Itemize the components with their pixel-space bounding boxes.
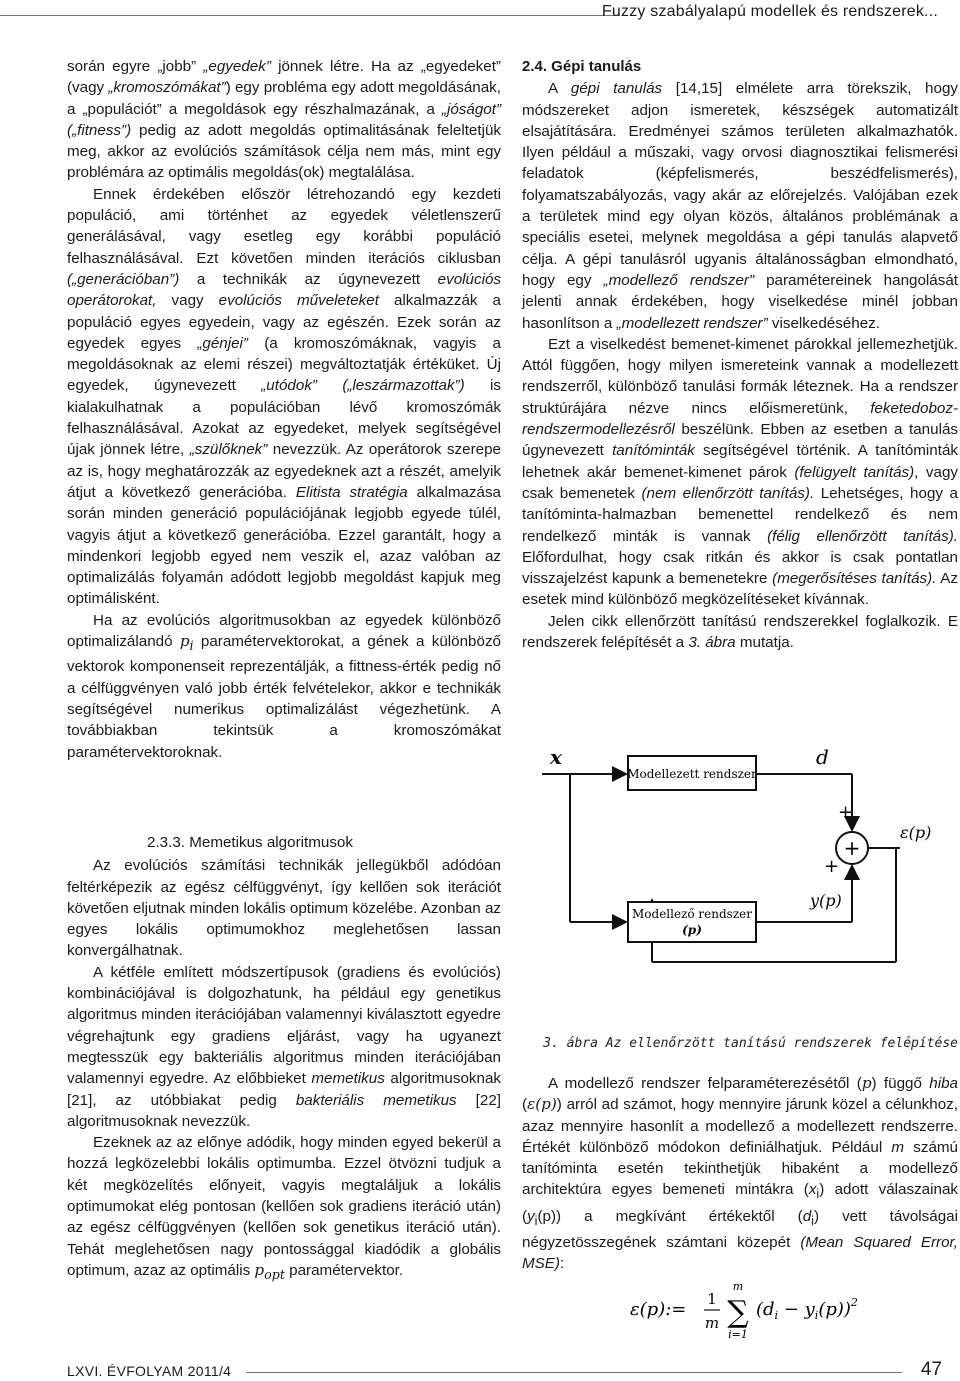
paragraph: [522, 78, 958, 334]
text-run: A modellező rendszer felparaméterezésétől (: [548, 1075, 862, 1092]
paragraph: [522, 334, 958, 611]
text-run: Előfordulhat, hogy csak ritkán és akkor is csak pontatlan visszajelzést kapunk a bemenetekre: [522, 548, 958, 588]
section-heading: 2.4. Gépi tanulás: [522, 58, 642, 75]
italic-term: (félig ellenőrzött tanítás).: [767, 527, 958, 545]
italic-term: „jóságot” („fitness”): [67, 100, 501, 139]
formula-denominator: m: [704, 1314, 720, 1332]
paragraph: [67, 184, 501, 610]
text-run: paramétervektorokat, a gének a különböző vektorok komponenseit reprezentálják, a fittness-érték pedig nő a célfüggvényen való jobb érték felvételekor, akkor e technikák segítségével numerikus optimalizálást végezhetünk. A továbbiakban tekintsük a kromoszómákat paramétervektoroknak.: [67, 633, 501, 761]
italic-term: gépi tanulás: [570, 80, 663, 98]
text-run: Az esetek mind különböző megközelítéseket kívánnak.: [522, 570, 958, 609]
text-run: A: [548, 80, 571, 98]
text-run: paramétereinek hangolását jelenti annak érdekében, hogy viselkedése minél jobban hasonlítson a: [522, 271, 959, 332]
text-run: beszélünk. Ebben az esetben a tanulás úgynevezett: [522, 421, 958, 460]
math-symbol: y: [527, 1207, 535, 1225]
error-label: ε(p): [900, 823, 932, 842]
text-run: A kétféle említett módszertípusok (gradiens és evolúciós) kombinációjával is dolgozhatunk, ha például egy genetikus algoritmus minden iterációjában valamennyi kiválasztott egyedre végrehajtunk egy gradiens eljárást, vagy ha ugyanezt megtesszük egy bakteriális algoritmus minden iterációjában valamennyi egyedre. Az előbbieket: [67, 963, 501, 1088]
italic-term: „egyedek”: [203, 58, 271, 75]
running-head: [0, 0, 960, 36]
paragraph: [67, 56, 501, 184]
text-run: paramétervektor.: [284, 1261, 404, 1279]
paragraph: Az evolúciós számítási technikák jellegükből adódóan feltérképezik az egész célfüggvényt, így kellően sok iterációt követően eljutnak minden lokális optimum közelébe. Azonban az egyes lokális optimumokhoz meglehetősen lassan konvergálhatnak.: [67, 857, 501, 960]
math-symbol: p: [179, 632, 190, 651]
math-subscript: i: [189, 638, 194, 654]
text-run: Ennek érdekében először létrehozandó egy kezdeti populáció, ami történhet az egyedek véletlenszerű generálásával, vagy esetleg egy korábbi populáció felhasználásával. Ezt követően minden iterációs ciklusban: [67, 185, 501, 267]
modelled-system-label: Modellezett rendszer: [627, 767, 757, 781]
running-head-title: Fuzzy szabályalapú modellek és rendszerek...: [601, 3, 938, 20]
formula-body: $(d_i - y_i(p))^2$: [756, 1296, 858, 1322]
italic-term: memetikus: [311, 1070, 385, 1088]
figure-reference: 3. ábra: [688, 634, 736, 652]
italic-term: evolúciós műveleteket: [218, 292, 379, 310]
text-run: , vagy csak bemenetek: [522, 463, 958, 502]
input-label-x: x: [550, 745, 562, 769]
math-symbol: p: [861, 1074, 872, 1092]
modelling-system-param: (p): [682, 923, 702, 937]
sum-sign: ∑: [727, 1295, 749, 1330]
section-heading: 2.3.3. Memetikus algoritmusok: [147, 834, 353, 851]
italic-term: feketedoboz-rendszermodellezésről: [522, 399, 958, 439]
text-run: segítségével történik. A tanítóminták lehetnek akár bemenet-kimenet párok: [522, 442, 958, 481]
italic-term: bakteriális memetikus: [295, 1091, 457, 1109]
page-number: 47: [920, 1359, 942, 1380]
text-run: vagy: [156, 292, 219, 310]
figure-caption: 3. ábra Az ellenőrzött tanítású rendszerek felépítése: [543, 1036, 958, 1051]
text-run: ) függő: [871, 1075, 930, 1092]
text-run: Ha az evolúciós algoritmusokban az egyedek különböző optimalizálandó: [67, 611, 501, 651]
italic-term: evolúciós operátorokat,: [67, 270, 501, 310]
text-run: számú tanítóminta esetén tekinthetjük hibaként a modellező architektúra egyes bemeneti mintákra (: [522, 1138, 958, 1199]
math-subscript: opt: [264, 1266, 285, 1282]
formula-numerator: 1: [707, 1290, 717, 1308]
italic-term: hiba: [929, 1075, 958, 1092]
math-symbol: ε(p): [527, 1095, 557, 1114]
left-column-bottom: [67, 832, 501, 1285]
text-run: Lehetséges, hogy a tanítóminta-halmazban bemenettel rendelkező és nem rendelkező minták is vannak: [522, 484, 958, 545]
right-column-bottom: [522, 1073, 958, 1275]
text-run: (a kromoszómáknak, vagyis a megoldásoknak az elemi részei) megváltoztatják értéküket. Új egyedek, úgynevezett: [67, 334, 502, 395]
left-column: [67, 56, 501, 763]
modelling-system-label: Modellező rendszer: [632, 907, 752, 921]
italic-term: „kromoszómákat”: [108, 79, 226, 97]
formula-lhs: ε(p):=: [630, 1299, 687, 1320]
text-run: ) vett távolságai négyzetösszegének számtani közepét: [522, 1207, 958, 1252]
footer-rule: [246, 1372, 902, 1373]
math-symbol: m: [891, 1138, 905, 1156]
text-run: Ezt a viselkedést bemenet-kimenet párokkal jellemezhetjük. Attól függően, hogy milyen ismereteink vannak a modellezett rendszerről, különböző tanulási formák léteznek. Ha a rendszer struktúrájára nézve nincs előismeretünk,: [522, 335, 958, 417]
text-run: (p)) a megkívánt értékektől (: [537, 1207, 803, 1225]
paragraph: [67, 610, 501, 763]
paragraph: [522, 1073, 958, 1275]
text-run: viselkedéséhez.: [767, 314, 880, 332]
math-symbol: x: [808, 1181, 817, 1199]
block-diagram: [540, 738, 960, 1038]
text-run: alkalmazzák a populáció egyes egyedein, vagy az egészén. Ezek során az egyedek egyes: [67, 292, 502, 352]
page-footer: [0, 1361, 960, 1381]
italic-term: „modellező rendszer”: [603, 271, 755, 289]
math-subscript: i: [811, 1213, 814, 1228]
italic-term: (nem ellenőrzött tanítás).: [641, 484, 815, 502]
italic-term: (megerősítéses tanítás).: [772, 570, 937, 588]
text-run: jönnek létre. Ha az „egyedeket” (vagy: [67, 58, 501, 97]
text-run: ) egy probléma egy adott megoldásának, a „populációt” a megoldások egy részhalmazának, a: [67, 79, 501, 118]
math-symbol: d: [802, 1207, 812, 1225]
italic-term: (Mean Squared Error, MSE): [522, 1234, 958, 1273]
text-run: ) arról ad számot, hogy mennyire járunk közel a célunkhoz, azaz mennyire hasonlít a modellező a modellezett rendszerre. Értékét különböző módokon definiálhatjuk. Például: [522, 1096, 958, 1156]
italic-term: „szülőknek”: [189, 441, 268, 459]
text-run: pedig az adott megoldás optimalitásának feleltetjük meg, akkor az evolúciós számítások célja nem más, mint egy problémára az optimális megoldás(ok) megtalálása.: [67, 121, 501, 182]
sum-lower-limit: i=1: [728, 1328, 748, 1340]
math-symbol: p: [254, 1260, 265, 1279]
math-subscript: i: [534, 1213, 538, 1228]
text-run: Ezeknek az az előnye adódik, hogy minden egyed bekerül a hozzá legközelebbi lokális optimumba. Ezzel ötvözni tudjuk a két megközelítés előnyeit, vagyis megtaláljuk a lokális optimumokat elég pontosan (kellően sok gradiens iteráció után) az egész célfüggvényen (kellően sok genetikus iteráció után). Tehát meglehetősen nagy pontossággal kiadódik a globális optimum, azaz az optimális: [67, 1134, 501, 1279]
italic-term: „utódok” („leszármazottak”): [261, 377, 465, 395]
plus-sign-side: +: [824, 856, 840, 877]
plus-sign-top: +: [838, 802, 854, 823]
paragraph: [522, 611, 958, 654]
text-run: során egyre „jobb”: [67, 58, 204, 75]
text-run: algoritmusoknak [21], az utóbbiakat pedig: [67, 1070, 501, 1109]
text-run: nevezzük. Az operátorok szerepe az is, hogy meghatározzák az egyedeknek azt a részét, amelyik átjut a következő generációba.: [67, 441, 501, 501]
right-column: [522, 56, 958, 653]
text-run: ) adott válaszainak (: [522, 1181, 958, 1225]
italic-term: „génjei”: [197, 334, 248, 352]
model-output-label: y(p): [810, 891, 842, 910]
italic-term: („generációban”): [67, 270, 180, 288]
italic-term: tanítóminták: [612, 442, 695, 460]
output-label-d: d: [816, 745, 829, 769]
summing-symbol: +: [843, 836, 861, 860]
math-subscript: i: [816, 1187, 820, 1202]
text-run: alkalmazása során minden generáció populációjának legjobb egyede túlél, vagyis átjut a következő generációba. Ezzel garantált, hogy a mindenkori legjobb egyed nem veszik el, azaz valóban az optimalizálás folyamán adódott legjobb megoldást kapjuk meg optimálisként.: [67, 483, 502, 608]
mse-formula: [620, 1280, 920, 1340]
italic-term: Elitista stratégia: [295, 483, 408, 501]
italic-term: (felügyelt tanítás): [794, 463, 915, 481]
header-rule: [0, 15, 620, 16]
text-run: a technikák az úgynevezett: [179, 270, 438, 288]
paragraph: [67, 1132, 501, 1285]
text-run: (: [522, 1096, 528, 1114]
text-run: mutatja.: [735, 634, 794, 652]
text-run: [22] algoritmusoknak nevezzük.: [67, 1091, 501, 1130]
text-run: is kialakulhatnak a populációban lévő kromoszómák felhasználásával. Azokat az egyedeket, melyek segítségével újak jönnek létre,: [67, 377, 502, 459]
italic-term: „modellezett rendszer”: [616, 314, 768, 332]
journal-volume: LXVI. ÉVFOLYAM 2011/4: [67, 1363, 232, 1379]
sum-upper-limit: m: [732, 1280, 744, 1293]
paragraph: [67, 962, 501, 1132]
text-run: [14,15] elmélete arra törekszik, hogy módszereket adjon ismeretek, készségek automatizált elsajátítására. Eredményei számos területen alkalmazhatók. Ilyen például a műszaki, vagy orvosi diagnosztikai felismerési feladatok (képfelismerés, beszédfelismerés), folyamatszabályozás, vagy akár az előrejelzés. Valójában ezek a területek mind egy olyan közös, általános problémának a speciális esetei, melynek megoldása a gépi tanulás alapvető célja. A gépi tanulásról ugyanis általánosságban elmondható, hogy egy: [522, 80, 958, 289]
text-run: :: [559, 1255, 565, 1273]
text-run: Jelen cikk ellenőrzött tanítású rendszerekkel foglalkozik. E rendszerek felépítését a: [522, 612, 958, 652]
